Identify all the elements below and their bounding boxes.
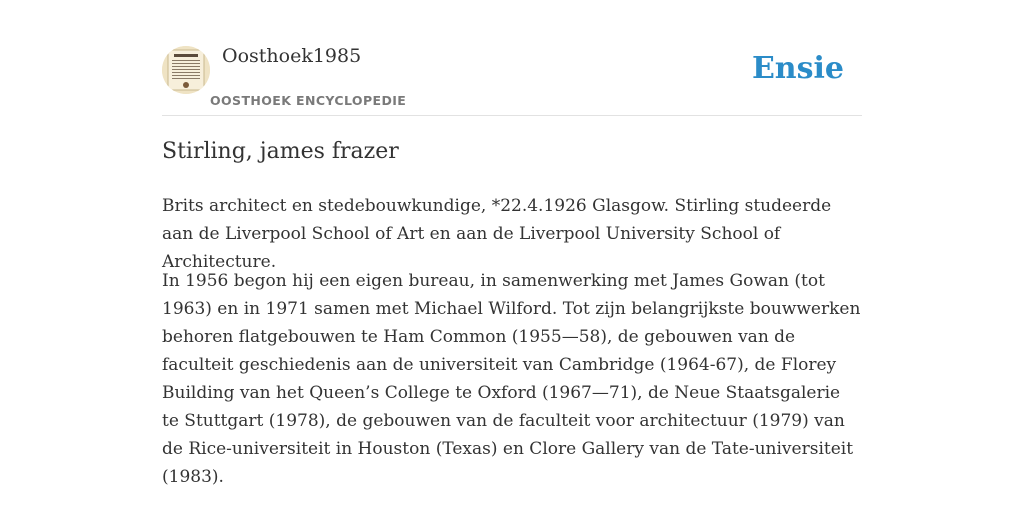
page-title: Stirling, james frazer	[162, 139, 399, 164]
brand-logo[interactable]: Ensie	[751, 51, 844, 86]
entry-header	[162, 0, 862, 116]
entry-paragraph: Brits architect en stedebouwkundige, *22.4.1926 Glasgow. Stirling studeerde aan de Liverpool School of Art en aan de Liverpool University School of Architecture.	[162, 196, 832, 272]
user-avatar[interactable]	[162, 46, 210, 94]
book-cover-icon	[162, 46, 210, 94]
entry-paragraph: In 1956 begon hij een eigen bureau, in samenwerking met James Gowan (tot 1963) en in 1971 samen met Michael Wilford. Tot zijn belangrijkste bouwwerken behoren flatgebouwen te Ham Common (1955—58), de gebouwen van de faculteit geschiedenis aan de universiteit van Cambridge (1964-67), de Florey Building van het Queen’s College te Oxford (1967—71), de Neue Staatsgalerie te Stuttgart (1978), de gebouwen van de faculteit voor architectuur (1979) van de Rice-universiteit in Houston (Texas) en Clore Gallery van de Tate-universiteit (1983).	[162, 271, 861, 487]
username[interactable]: Oosthoek1985	[222, 45, 362, 67]
entry-card	[162, 0, 862, 487]
source-label[interactable]: OOSTHOEK ENCYCLOPEDIE	[210, 93, 407, 108]
